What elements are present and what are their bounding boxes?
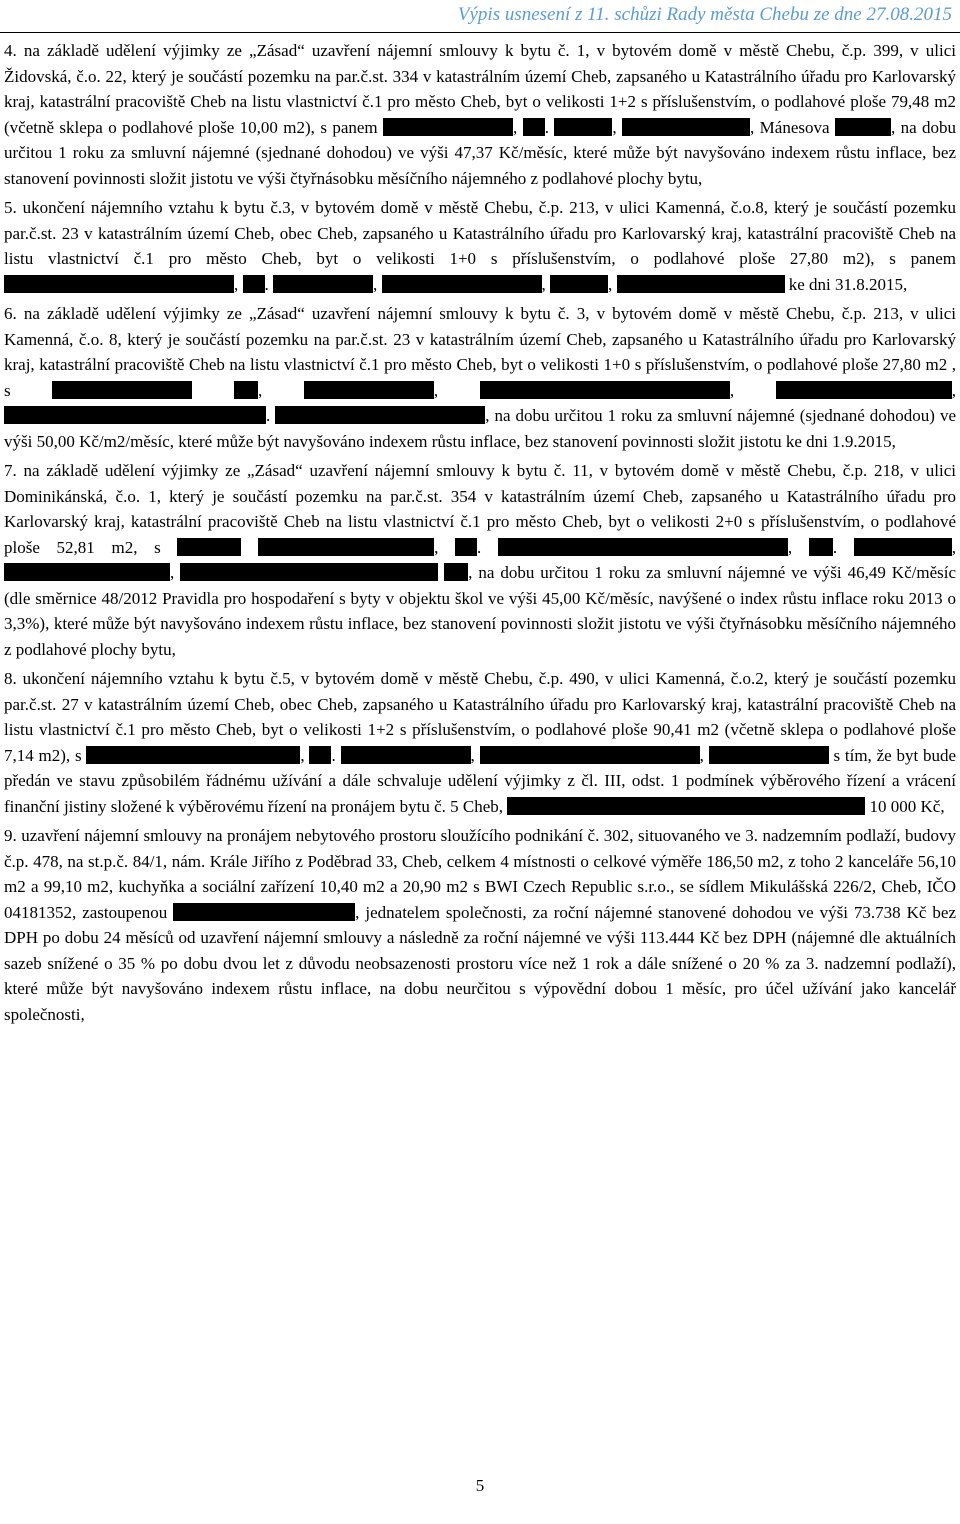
resolution-text: . (832, 537, 854, 557)
resolution-text: 6. na základě udělení výjimky ze „Zásad“ uzavření nájemní smlouvy k bytu č. 3, v bytovém domě v městě Chebu, č.p. 213, v ulici Kamenná, č.o. 8, který je součástí pozemku na par.č.st. 23 v katastrálním území Cheb, zapsaného u Katastrálního úřadu pro Karlovarský kraj, katastrální pracoviště Cheb na listu vlastnictví č.1 pro město Cheb, byt o velikosti 1+0 s příslušenstvím, o podlahové ploše 27,80 m2 , s (4, 304, 956, 400)
redaction-block (341, 746, 471, 764)
redaction-block (550, 275, 608, 293)
redaction-block (275, 406, 485, 424)
resolution-text: , Mánesova (750, 117, 835, 137)
redaction-block (273, 275, 373, 293)
resolution-text: . (331, 745, 341, 765)
resolution-text: . (477, 537, 498, 557)
redaction-block (498, 538, 788, 556)
resolution-text: 10 000 Kč, (865, 796, 945, 816)
resolution-text: 9. uzavření nájemní smlouvy na pronájem nebytového prostoru sloužícího podnikání č. 302, situovaného ve 3. nadzemním podlaží, budovy č.p. 478, na st.p.č. 84/1, nám. Krále Jiřího z Poděbrad 33, Cheb, celkem 4 místnosti o celkové výměře 186,50 m2, z toho 2 kanceláře 56,10 m2 a 99,10 m2, kuchyňka a sociální zařízení 10,40 m2 a 20,90 m2 s BWI Czech Republic s.r.o., se sídlem Mikulášská 226/2, Cheb, IČO 04181352, zastoupenou (4, 826, 956, 922)
redaction-block (258, 538, 434, 556)
redaction-block (835, 118, 891, 136)
redaction-block (776, 381, 952, 399)
resolution-text: , (729, 380, 776, 400)
redaction-block (173, 903, 355, 921)
resolution-text: s tím, že byt bude předán ve stavu způsobilém řádnému užívání a dále schvaluje udělení výjimky z čl. III, odst. 1 podmínek výběrového řízení a vrácení finanční jistiny složené k výběrovému řízení na pronájem bytu č. 5 Cheb, (4, 745, 957, 816)
resolution-text: , (513, 117, 523, 137)
resolution-text: 7. na základě udělení výjimky ze „Zásad“ uzavření nájemní smlouvy k bytu č. 11, v bytovém domě v městě Chebu, č.p. 218, v ulici Dominikánská, č.o. 1, který je součástí pozemku na par.č.st. 354 v katastrálním území Cheb, zapsaného u Katastrálního úřadu pro Karlovarský kraj, katastrální pracoviště Cheb na listu vlastnictví č.1 pro město Cheb, byt o velikosti 2+0 s příslušenstvím, o podlahové ploše 52,81 m2, s (4, 461, 956, 557)
redaction-block (180, 563, 438, 581)
resolution-text: . (266, 406, 276, 425)
resolution-text: , (170, 563, 181, 582)
redaction-block (480, 746, 700, 764)
resolution-text: , (300, 745, 310, 765)
resolution-text: , (787, 537, 809, 557)
redaction-block (617, 275, 785, 293)
resolution-text: , (608, 274, 617, 294)
redaction-block (554, 118, 612, 136)
redaction-block (382, 275, 542, 293)
redaction-block (234, 381, 258, 399)
resolution-text: , na dobu určitou 1 roku za smluvní nájemné ve výši 46,49 Kč/měsíc (dle směrnice 48/2012 Pravidla pro hospodaření s byty v objektu škol ve výši 45,00 Kč/měsíc, navýšené o index růstu inflace roku 2013 o 3,3%), které může být navyšováno indexem růstu inflace, bez stanovení povinnosti složit jistotu ve výši čtyřnásobku měsíčního nájemného z podlahové plochy bytu, (4, 563, 956, 659)
header-divider (0, 32, 960, 33)
redaction-block (177, 538, 241, 556)
redaction-block (854, 538, 952, 556)
resolution-text: , (234, 274, 243, 294)
redaction-block (4, 275, 234, 293)
document-body (4, 38, 956, 1031)
resolution-text (241, 538, 258, 557)
resolution-text: , (470, 745, 480, 765)
page-number: 5 (475, 1476, 485, 1495)
resolution-item-7 (4, 458, 956, 662)
resolution-item-5 (4, 195, 956, 297)
redaction-block (809, 538, 833, 556)
resolution-text: , (434, 537, 455, 557)
redaction-block (444, 563, 468, 581)
resolution-text: , na dobu určitou 1 roku za smluvní nájemné (sjednané dohodou) ve výši 50,00 Kč/m2/měsíc, které může být navyšováno indexem růstu inflace, bez stanovení povinnosti složit jistotu ke dni 1.9.2015, (4, 406, 957, 451)
redaction-block (507, 797, 865, 815)
resolution-item-6 (4, 301, 956, 454)
redaction-block (455, 538, 477, 556)
resolution-text: , (541, 274, 550, 294)
redaction-block (622, 118, 750, 136)
resolution-text: , (951, 537, 957, 557)
document-header: Výpis usnesení z 11. schůzi Rady města Chebu ze dne 27.08.2015 (457, 4, 952, 25)
resolution-item-4 (4, 38, 956, 191)
redaction-block (86, 746, 300, 764)
resolution-text: . (544, 117, 555, 137)
redaction-block (4, 563, 170, 581)
resolution-text: 5. ukončení nájemního vztahu k bytu č.3, v bytovém domě v městě Chebu, č.p. 213, v ulici Kamenná, č.o.8, který je součástí pozemku par.č.st. 23 v katastrálním území Cheb, obec Cheb, zapsaného u Katastrálního úřadu pro Karlovarský kraj, katastrální pracoviště Cheb na listu vlastnictví č.1 pro město Cheb, byt o velikosti 1+0 s příslušenstvím, o podlahové ploše 27,80 m2), s panem (4, 198, 956, 268)
resolution-text: , jednatelem společnosti, za roční nájemné stanovené dohodou ve výši 73.738 Kč bez DPH po dobu 24 měsíců od uzavření nájemní smlouvy a následně za roční nájemné ve výši 113.444 Kč bez DPH (nájemné dle aktuálních sazeb snížené o 35 % po dobu dvou let z důvodu neobsazenosti prostoru více než 1 rok a dále snížené o 20 % za 3. nadzemní podlaží), které může být navyšováno indexem růstu inflace, na dobu neurčitou s výpovědní dobou 1 měsíc, pro účel užívání jako kancelář společnosti, (4, 902, 956, 1024)
resolution-text: , (951, 380, 957, 400)
redaction-block (309, 746, 331, 764)
resolution-text: . (264, 274, 273, 294)
resolution-text: , (612, 117, 623, 137)
resolution-text: , (699, 745, 709, 765)
redaction-block (480, 381, 730, 399)
redaction-block (383, 118, 513, 136)
resolution-item-9 (4, 823, 956, 1027)
resolution-item-8 (4, 666, 956, 819)
resolution-text: 4. na základě udělení výjimky ze „Zásad“ uzavření nájemní smlouvy k bytu č. 1, v bytovém domě v městě Chebu, č.p. 399, v ulici Židovská, č.o. 22, který je součástí pozemku na par.č.st. 334 v katastrálním území Cheb, zapsaného u Katastrálního úřadu pro Karlovarský kraj, katastrální pracoviště Cheb na listu vlastnictví č.1 pro město Cheb, byt o velikosti 1+2 s příslušenstvím, o podlahové ploše 79,48 m2 (včetně sklepa o podlahové ploše 10,00 m2), s panem (4, 41, 956, 137)
redaction-block (243, 275, 265, 293)
resolution-text: , (373, 274, 382, 294)
resolution-text: , na dobu určitou 1 roku za smluvní nájemné (sjednané dohodou) ve výši 47,37 Kč/měsíc, které může být navyšováno indexem růstu inflace, bez stanovení povinnosti složit jistotu ve výši čtyřnásobku měsíčního nájemného z podlahové plochy bytu, (4, 117, 957, 188)
resolution-text: , (433, 380, 480, 400)
redaction-block (523, 118, 545, 136)
resolution-text: , (257, 380, 304, 400)
redaction-block (709, 746, 829, 764)
redaction-block (4, 406, 266, 424)
redaction-block (304, 381, 434, 399)
resolution-text: ke dni 31.8.2015, (784, 274, 908, 294)
redaction-block (52, 381, 192, 399)
resolution-text: 8. ukončení nájemního vztahu k bytu č.5, v bytovém domě v městě Chebu, č.p. 490, v ulici Kamenná, č.o.2, který je součástí pozemku par.č.st. 27 v katastrálním území Cheb, obec Cheb, zapsaného u Katastrálního úřadu pro Karlovarský kraj, katastrální pracoviště Cheb na listu vlastnictví č.1 pro město Cheb, byt o velikosti 1+2 s příslušenstvím, o podlahové ploše 90,41 m2 (včetně sklepa o podlahové ploše 7,14 m2), s (4, 669, 956, 765)
resolution-text (192, 381, 234, 400)
